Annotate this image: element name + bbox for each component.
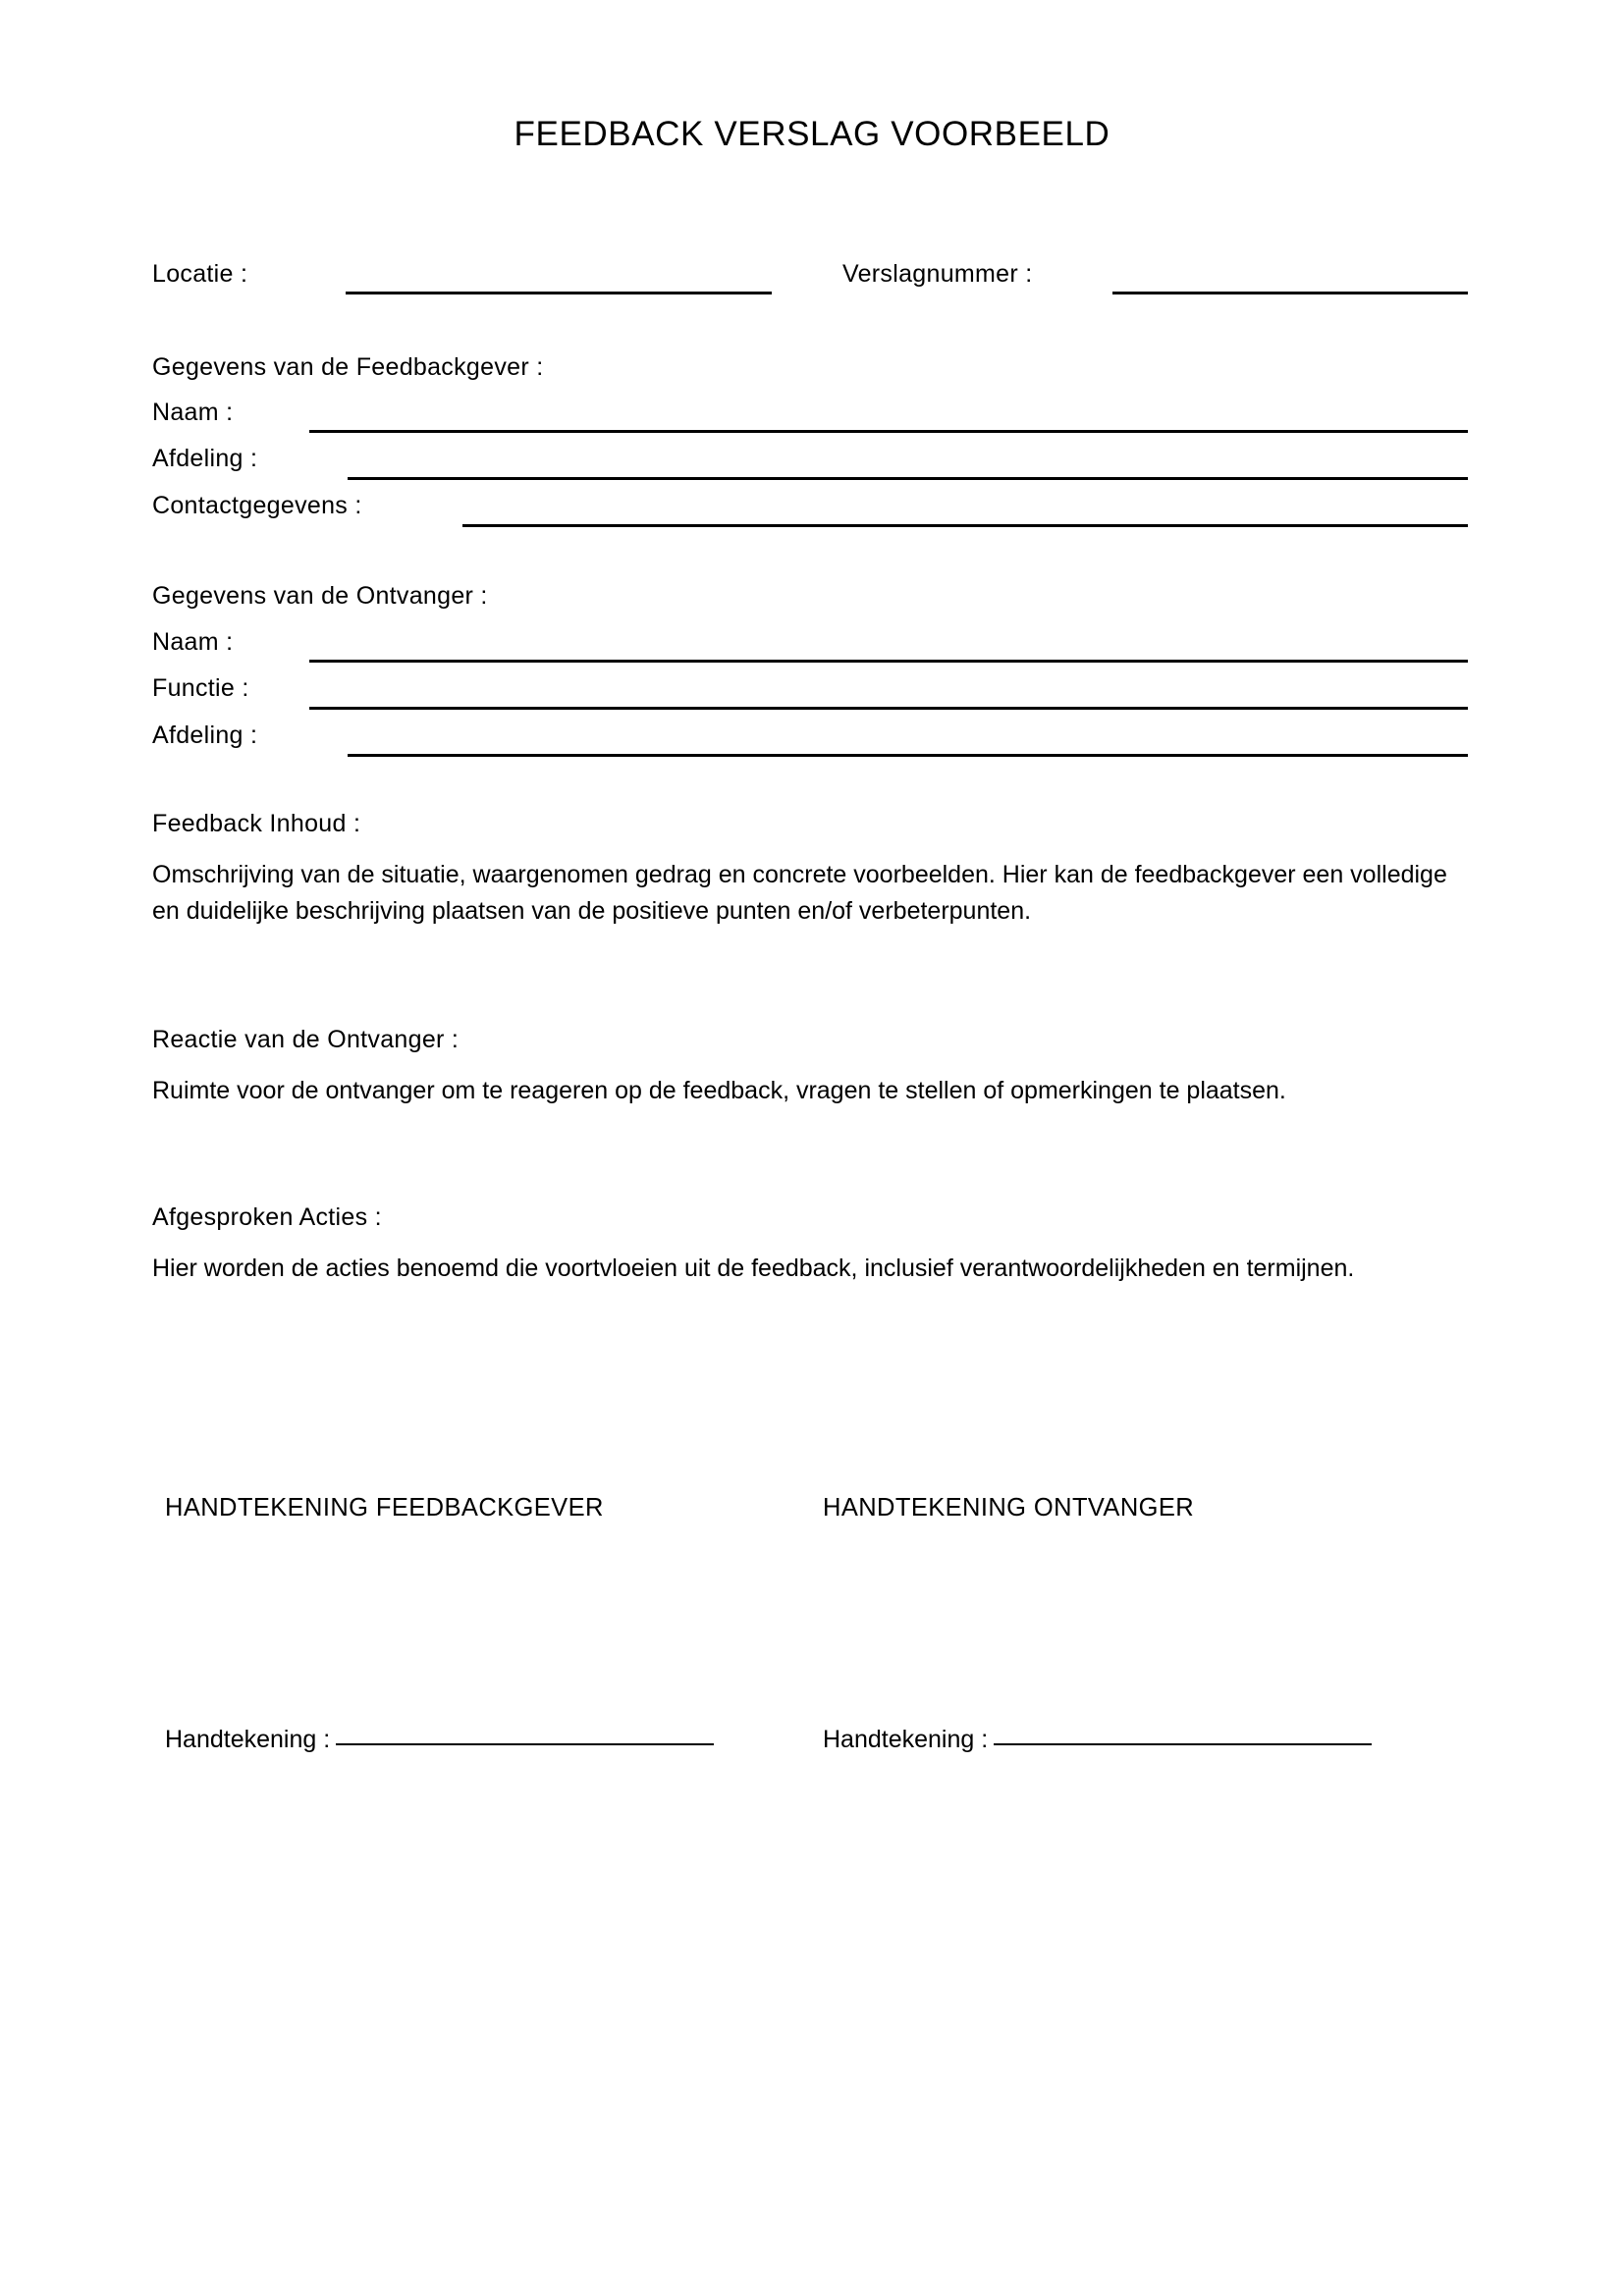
reactie-ontvanger-body: Ruimte voor de ontvanger om te reageren op de feedback, vragen te stellen of opmerkingen te plaatsen. xyxy=(152,1077,1286,1104)
locatie-input-line[interactable] xyxy=(346,292,772,294)
feedbackgever-afdeling-input-line[interactable] xyxy=(348,477,1468,480)
afgesproken-acties-body: Hier worden de acties benoemd die voortvloeien uit de feedback, inclusief verantwoordelijkheden en termijnen. xyxy=(152,1255,1355,1282)
ontvanger-afdeling-label: Afdeling : xyxy=(152,721,258,749)
verslagnummer-input-line[interactable] xyxy=(1112,292,1468,294)
signature-field-ontvanger[interactable] xyxy=(823,1726,1372,1754)
signature-heading-feedbackgever: HANDTEKENING FEEDBACKGEVER xyxy=(165,1494,604,1522)
signature-field-feedbackgever[interactable] xyxy=(165,1726,714,1754)
feedbackgever-naam-label: Naam : xyxy=(152,399,234,426)
reactie-ontvanger-heading: Reactie van de Ontvanger : xyxy=(152,1026,460,1053)
feedbackgever-section-heading: Gegevens van de Feedbackgever : xyxy=(152,353,544,381)
afgesproken-acties-heading: Afgesproken Acties : xyxy=(152,1203,382,1231)
feedback-inhoud-body: Omschrijving van de situatie, waargenomen gedrag en concrete voorbeelden. Hier kan de feedbackgever een volledige en duidelijke beschrijving plaatsen van de positieve punten en/of verbeterpunten. xyxy=(152,861,1447,925)
signature-heading-ontvanger: HANDTEKENING ONTVANGER xyxy=(823,1494,1195,1522)
ontvanger-functie-label: Functie : xyxy=(152,674,249,702)
verslagnummer-label: Verslagnummer : xyxy=(842,260,1033,288)
ontvanger-section-heading: Gegevens van de Ontvanger : xyxy=(152,582,488,610)
page-title: FEEDBACK VERSLAG VOORBEELD xyxy=(514,115,1110,153)
ontvanger-naam-input-line[interactable] xyxy=(309,660,1468,663)
signature-feedbackgever-label: Handtekening : xyxy=(165,1726,331,1753)
signature-feedbackgever-blank[interactable] xyxy=(336,1743,714,1745)
ontvanger-naam-label: Naam : xyxy=(152,628,234,656)
feedbackgever-contactgegevens-label: Contactgegevens : xyxy=(152,492,362,519)
ontvanger-afdeling-input-line[interactable] xyxy=(348,754,1468,757)
locatie-label: Locatie : xyxy=(152,260,248,288)
feedback-inhoud-heading: Feedback Inhoud : xyxy=(152,810,361,837)
signature-ontvanger-label: Handtekening : xyxy=(823,1726,989,1753)
feedbackgever-afdeling-label: Afdeling : xyxy=(152,445,258,472)
feedbackgever-contactgegevens-input-line[interactable] xyxy=(462,524,1468,527)
ontvanger-functie-input-line[interactable] xyxy=(309,707,1468,710)
feedbackgever-naam-input-line[interactable] xyxy=(309,430,1468,433)
signature-ontvanger-blank[interactable] xyxy=(994,1743,1372,1745)
